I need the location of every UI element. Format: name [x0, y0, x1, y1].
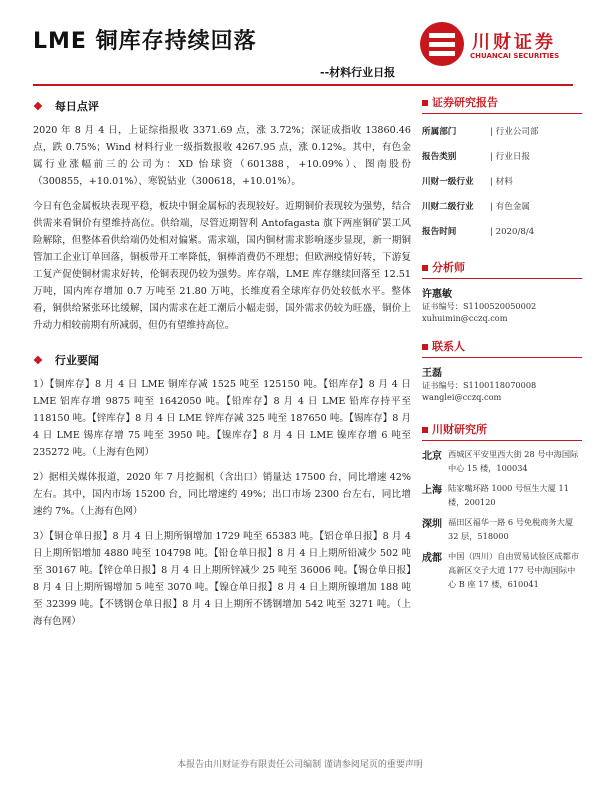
- contact-heading: 联系人: [422, 338, 582, 358]
- square-bullet-icon: [422, 265, 428, 271]
- main-column: [33, 94, 411, 638]
- analyst-name: 许惠敏: [422, 289, 452, 300]
- report-subtitle: --材料行业日报: [320, 66, 396, 79]
- diamond-icon: ❖: [33, 354, 43, 367]
- contact-email[interactable]: wanglei@cczq.com: [422, 392, 502, 402]
- meta-row: 报告类别 | 行业日报: [422, 152, 531, 162]
- contact-name: 王磊: [422, 368, 442, 379]
- news-item: 3）【铜仓单日报】8 月 4 日上期所铜增加 1729 吨至 65383 吨。【铝仓单日报】8 月 4 日上期所铝增加 4880 吨至 104798 吨。【铅仓单日报】8 月 4 日上期所铅减少 502 吨至 30167 吨。【锌仓单日报】8 月 4 日上期所锌减少 25 吨至 36006 吨。【锡仓单日报】8 月 4 日上期所锡增加 5 吨至 3070 吨。【镍仓单日报】8 月 4 日上期所镍增加 188 吨至 32399 吨。【不锈钢仓单日报】8 月 4 日上期所不锈钢增加 542 吨至 3271 吨。（上海有色网）: [33, 531, 411, 627]
- square-bullet-icon: [422, 344, 428, 350]
- address-chengdu: 成都 中国（四川）自由贸易试验区成都市高新区交子大道 177 号中海国际中心 B 座 17 楼，610041: [422, 551, 580, 589]
- analyst-heading: 分析师: [422, 259, 582, 279]
- analyst-cert: 证书编号：S1100520050002: [422, 301, 537, 311]
- square-bullet-icon: [422, 427, 428, 433]
- meta-row: 所属部门 | 行业公司部: [422, 127, 539, 137]
- square-bullet-icon: [422, 100, 428, 106]
- news-item: 1）【铜库存】8 月 4 日 LME 铜库存减 1525 吨至 125150 吨。【铝库存】8 月 4 日 LME 铝库存增 9875 吨至 1642050 吨。【铅库存】8 月 4 日 LME 铅库存持平至 118150 吨。【锌库存】8 月 4 日 LME 锌库存减 325 吨至 187650 吨。【锡库存】8 月 4 日 LME 锡库存增 75 吨至 3950 吨。【镍库存】8 月 4 日 LME 镍库存增 6 吨至 235272 吨。（上海有色网）: [33, 379, 411, 458]
- company-logo: [420, 22, 590, 72]
- daily-review-paragraph: 2020 年 8 月 4 日，上证综指报收 3371.69 点，涨 3.72%；深证成指收 13860.46 点，跌 0.75%；Wind 材料行业一级指数报收 4267.95 点，涨 0.12%。其中，有色金属行业涨幅前三的公司为：XD 怡球资（601388，+10.09%）、图南股份（300855，+10.01%）、寒锐钴业（300618，+10.01%）。: [33, 125, 411, 187]
- daily-review-heading: ❖ 每日点评: [33, 100, 99, 113]
- address-shenzhen: 深圳 福田区福华一路 6 号免税商务大厦 32 层，518000: [422, 517, 574, 541]
- logo-en-text: CHUANCAI SECURITIES: [470, 52, 560, 60]
- header-rule: [33, 84, 573, 86]
- daily-review-paragraph: 今日有色金属板块表现平稳，板块中铜金属标的表现较好。近期铜价表现较为强势，结合供需来看铜价有望维持高位。供给端，尽管近期智利 Antofagasta 旗下两座铜矿罢工风险解除，但整体看供给端仍处相对偏紧。需求端，国内铜材需求影响逐步显现，新一期铜管加工企业订单回落，铜板带开工率降低，铜棒消费仍不理想；但欧洲疫情好转，下游复工复产促使铜材需求好转，伦铜表现仍较为强势。库存端，LME 库存继续回落至 12.51 万吨，国内库存增加 0.7 万吨至 21.80 万吨，长维度看全球库存仍处较低水平。整体看，铜供给紧张环比缓解，国内需求在赶工潮后小幅走弱，国外需求仍较为旺盛，铜价上升动力相较前期有所减弱，但仍有望维持高位。: [33, 201, 411, 331]
- page-footer: 本报告由川财证券有限责任公司编制 谨请参阅尾页的重要声明: [177, 760, 423, 770]
- meta-row: 川财一级行业 | 材料: [422, 177, 513, 187]
- contact-cert: 证书编号：S1100118070008: [422, 380, 537, 390]
- meta-row: 川财二级行业 | 有色金属: [422, 202, 531, 212]
- industry-news-heading: ❖ 行业要闻: [33, 354, 99, 367]
- logo-emblem-icon: [420, 22, 464, 66]
- address-beijing: 北京 西城区平安里西大街 28 号中海国际中心 15 楼，100034: [422, 449, 579, 473]
- logo-cn-text: 川财证券: [472, 32, 556, 53]
- report-info-heading: 证券研究报告: [422, 94, 582, 114]
- news-item: 2）据相关媒体报道，2020 年 7 月挖掘机（含出口）销量达 17500 台，同比增速 42% 左右。其中，国内市场 15200 台，同比增速约 49%；出口市场 2300 台左右，同比增速约 7%。（上海有色网）: [33, 472, 411, 517]
- analyst-email[interactable]: xuhuimin@cczq.com: [422, 313, 508, 323]
- report-title: LME 铜库存持续回落: [33, 29, 257, 54]
- sidebar: [422, 94, 582, 597]
- diamond-icon: ❖: [33, 100, 43, 113]
- institute-heading: 川财研究所: [422, 421, 582, 441]
- address-shanghai: 上海 陆家嘴环路 1000 号恒生大厦 11 楼，200120: [422, 483, 569, 507]
- meta-row: 报告时间 | 2020/8/4: [422, 227, 535, 237]
